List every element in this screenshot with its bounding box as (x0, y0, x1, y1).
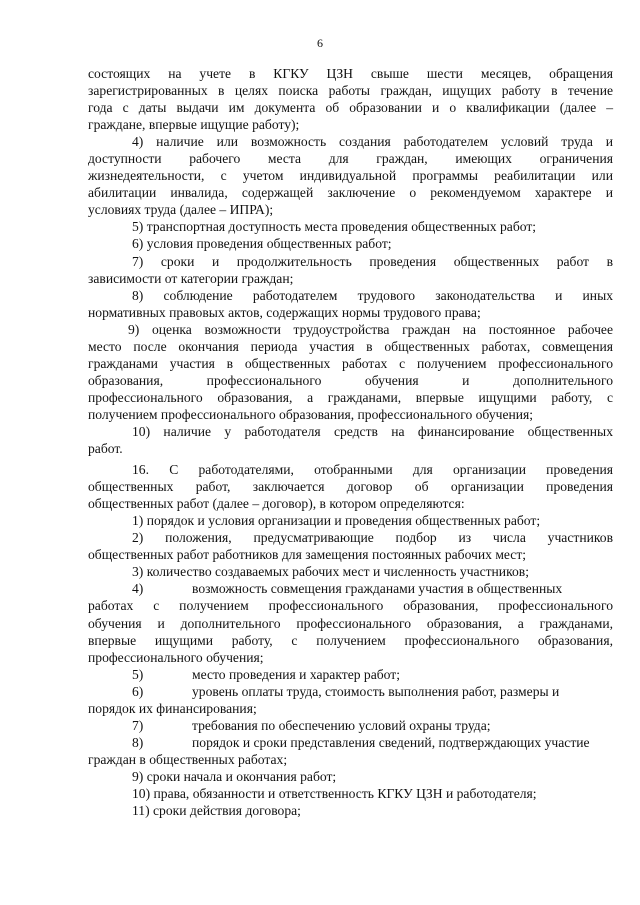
item-text: возможность совмещения гражданами участия в общественных (192, 581, 563, 597)
text-line (88, 683, 613, 700)
text-line: нормативных правовых актов, содержащих нормы трудового права; (88, 304, 481, 320)
text-line: 5) транспортная доступность места проведения общественных работ; (132, 219, 537, 235)
text-line: гражданами участия в общественных работах с получением профессионального (88, 355, 613, 371)
text-line (88, 580, 613, 597)
text-line: впервые ищущими работу, с получением профессионального образования, (88, 632, 613, 648)
item-number: 7) (132, 717, 144, 733)
text-line: состоящих на учете в КГКУ ЦЗН свыше шести месяцев, обращения (88, 66, 613, 81)
text-line: 11) сроки действия договора; (132, 803, 301, 819)
text-line (88, 717, 613, 734)
text-line: жизнедеятельности, с учетом индивидуальной программы реабилитации или (88, 168, 613, 184)
text-line: абилитации инвалида, содержащей заключение о рекомендуемом характере и (88, 185, 613, 201)
text-line: доступности рабочего места для граждан, имеющих ограничения (88, 151, 613, 167)
item-number: 8) (132, 734, 144, 750)
text-line: профессионального обучения; (88, 649, 264, 665)
text-line: профессионального образования, а гражданами, впервые ищущими работу, с (88, 389, 613, 405)
text-line: 7) сроки и продолжительность проведения общественных работ в (132, 253, 613, 269)
item-text: место проведения и характер работ; (192, 666, 401, 682)
text-line: 2) положения, предусматривающие подбор из числа участников (132, 530, 613, 546)
text-line: работ. (88, 441, 123, 457)
text-line: образования, профессионального обучения и дополнительного (88, 372, 613, 388)
text-line: зависимости от категории граждан; (88, 270, 294, 286)
text-line: 10) права, обязанности и ответственность КГКУ ЦЗН и работодателя; (132, 785, 537, 801)
text-line: 4) наличие или возможность создания работодателем условий труда и (132, 134, 613, 150)
text-line: 16. С работодателями, отобранными для организации проведения (132, 462, 613, 478)
text-line: 10) наличие у работодателя средств на финансирование общественных (132, 423, 613, 439)
text-line: получением профессионального образования, профессионального обучения; (88, 406, 534, 422)
text-line: работах с получением профессионального образования, профессионального (88, 598, 613, 614)
item-text: требования по обеспечению условий охраны труда; (192, 717, 491, 733)
text-line: зарегистрированных в целях поиска работы граждан, ищущих работу в течение (88, 83, 613, 99)
text-line: порядок их финансирования; (88, 700, 257, 716)
text-line: 6) условия проведения общественных работ; (132, 236, 392, 252)
text-line: условиях труда (далее – ИПРА); (88, 202, 274, 218)
item-text: порядок и сроки представления сведений, подтверждающих участие (192, 734, 590, 750)
text-line (88, 734, 613, 751)
text-line: общественных работ работников для замещения постоянных рабочих мест; (88, 547, 527, 563)
item-number: 6) (132, 683, 144, 699)
text-line: года с даты выдачи им документа об образовании и о квалификации (далее – (88, 100, 613, 116)
text-line: общественных работ (далее – договор), в котором определяются: (88, 496, 465, 512)
item-number: 5) (132, 666, 144, 682)
page-number: 6 (317, 36, 323, 50)
item-number: 4) (132, 581, 144, 597)
text-line (88, 666, 613, 683)
text-line: граждане, впервые ищущие работу); (88, 117, 300, 133)
document-body (88, 65, 613, 819)
item-text: уровень оплаты труда, стоимость выполнения работ, размеры и (192, 683, 560, 699)
text-line: обучения и дополнительного профессионального образования, а гражданами, (88, 615, 613, 631)
text-line: 3) количество создаваемых рабочих мест и численность участников; (132, 564, 529, 580)
text-line: граждан в общественных работах; (88, 751, 288, 767)
text-line: 8) соблюдение работодателем трудового законодательства и иных (132, 287, 613, 303)
text-line: 1) порядок и условия организации и проведения общественных работ; (132, 513, 541, 529)
text-line: место после окончания периода участия в общественных работах, совмещения (88, 338, 613, 354)
text-line: 9) сроки начала и окончания работ; (132, 768, 337, 784)
text-line: общественных работ, заключается договор об организации проведения (88, 479, 613, 495)
text-line: 9) оценка возможности трудоустройства граждан на постоянное рабочее (128, 321, 613, 337)
